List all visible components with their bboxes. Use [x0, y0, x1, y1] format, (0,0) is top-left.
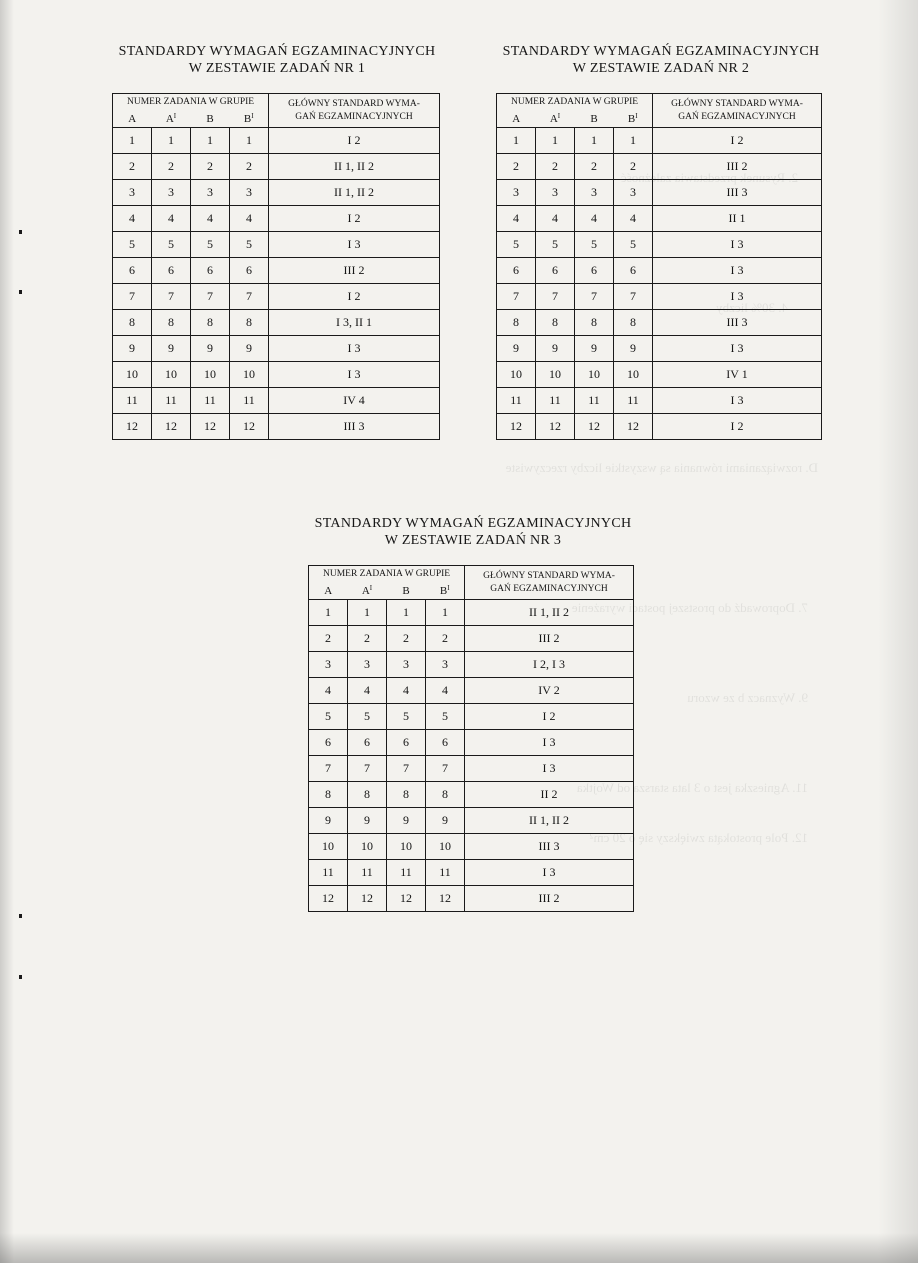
cell-b1: 4 — [230, 206, 269, 232]
table-row — [113, 154, 440, 180]
cell-standard: III 3 — [269, 414, 440, 440]
cell-standard: III 2 — [465, 886, 634, 912]
cell-a: 2 — [113, 154, 152, 180]
cell-b: 4 — [387, 678, 426, 704]
cell-a: 8 — [497, 310, 536, 336]
cell-a1: 12 — [536, 414, 575, 440]
cell-b1: 9 — [614, 336, 653, 362]
cell-a: 2 — [497, 154, 536, 180]
col-header-b1-label: B — [243, 112, 252, 125]
cell-b1: 2 — [230, 154, 269, 180]
cell-a1: 5 — [348, 704, 387, 730]
cell-b: 1 — [387, 600, 426, 626]
cell-b: 6 — [191, 258, 230, 284]
cell-standard: I 3 — [465, 860, 634, 886]
cell-standard: III 3 — [653, 180, 822, 206]
cell-standard: I 3 — [269, 336, 440, 362]
cell-b: 12 — [575, 414, 614, 440]
cell-a: 3 — [497, 180, 536, 206]
table-row — [309, 834, 634, 860]
cell-a1: 12 — [348, 886, 387, 912]
standard-header-line-2: GAŃ EGZAMINACYJNYCH — [490, 583, 608, 594]
cell-a: 1 — [309, 600, 348, 626]
cell-standard: I 3, II 1 — [269, 310, 440, 336]
table-row — [113, 284, 440, 310]
table-row — [309, 782, 634, 808]
cell-b: 6 — [387, 730, 426, 756]
col-header-b1: $B^I$ — [230, 110, 269, 128]
cell-b: 7 — [387, 756, 426, 782]
cell-a: 6 — [497, 258, 536, 284]
cell-b1: 12 — [426, 886, 465, 912]
cell-a: 6 — [309, 730, 348, 756]
cell-b1: 5 — [426, 704, 465, 730]
cell-a1: 5 — [536, 232, 575, 258]
col-header-b1-label: B — [627, 112, 636, 125]
cell-standard: I 2 — [653, 414, 822, 440]
cell-a1: 2 — [536, 154, 575, 180]
binding-hole-mark — [19, 290, 22, 294]
col-header-a1: $A^I$ — [152, 110, 191, 128]
cell-a: 9 — [497, 336, 536, 362]
cell-standard: I 3 — [653, 284, 822, 310]
table-row — [497, 310, 822, 336]
block-title — [308, 515, 638, 549]
cell-a1: 4 — [348, 678, 387, 704]
cell-standard: III 2 — [465, 626, 634, 652]
cell-b: 5 — [191, 232, 230, 258]
cell-b: 8 — [387, 782, 426, 808]
cell-a: 2 — [309, 626, 348, 652]
binding-hole-mark — [19, 230, 22, 234]
cell-standard: II 1 — [653, 206, 822, 232]
cell-b: 8 — [575, 310, 614, 336]
cell-b: 7 — [575, 284, 614, 310]
cell-standard: I 2 — [269, 206, 440, 232]
table-row — [309, 704, 634, 730]
col-header-b: B — [575, 110, 614, 128]
table-row — [309, 886, 634, 912]
cell-b: 8 — [191, 310, 230, 336]
table-row — [309, 756, 634, 782]
cell-a1: 6 — [536, 258, 575, 284]
cell-standard: I 2 — [465, 704, 634, 730]
cell-a: 9 — [309, 808, 348, 834]
table-row — [113, 180, 440, 206]
table-row — [113, 232, 440, 258]
cell-standard: II 1, II 2 — [465, 600, 634, 626]
col-header-a: A — [497, 110, 536, 128]
cell-a1: 1 — [348, 600, 387, 626]
cell-a: 11 — [113, 388, 152, 414]
table-row — [497, 232, 822, 258]
standard-header-line-1: GŁÓWNY STANDARD WYMA- — [288, 98, 420, 109]
cell-b: 5 — [387, 704, 426, 730]
cell-b1: 7 — [230, 284, 269, 310]
cell-b: 3 — [387, 652, 426, 678]
table-row — [113, 206, 440, 232]
cell-b1: 11 — [426, 860, 465, 886]
table-row — [113, 336, 440, 362]
col-header-a1-label: A — [361, 584, 370, 597]
group-header: NUMER ZADANIA W GRUPIE — [497, 94, 653, 111]
col-header-a1-label: A — [549, 112, 558, 125]
standard-header-line-1: GŁÓWNY STANDARD WYMA- — [671, 98, 803, 109]
cell-b1: 11 — [230, 388, 269, 414]
cell-b: 11 — [191, 388, 230, 414]
page-edge-shadow-right — [878, 0, 918, 1263]
cell-a: 8 — [309, 782, 348, 808]
cell-b: 3 — [191, 180, 230, 206]
cell-a: 12 — [113, 414, 152, 440]
cell-b1: 9 — [426, 808, 465, 834]
cell-standard: II 2 — [465, 782, 634, 808]
cell-standard: I 2 — [269, 128, 440, 154]
col-header-b1-label: B — [439, 584, 448, 597]
cell-standard: I 3 — [465, 756, 634, 782]
standards-block-1 — [112, 43, 442, 440]
title-line-1: STANDARDY WYMAGAŃ EGZAMINACYJNYCH — [118, 44, 436, 59]
cell-b: 11 — [575, 388, 614, 414]
cell-a: 12 — [497, 414, 536, 440]
cell-b1: 5 — [614, 232, 653, 258]
cell-a1: 11 — [348, 860, 387, 886]
cell-b1: 10 — [426, 834, 465, 860]
cell-a1: 10 — [348, 834, 387, 860]
cell-b1: 1 — [614, 128, 653, 154]
cell-b: 2 — [575, 154, 614, 180]
cell-standard: I 3 — [653, 232, 822, 258]
cell-b: 10 — [575, 362, 614, 388]
cell-a: 4 — [309, 678, 348, 704]
cell-b: 3 — [575, 180, 614, 206]
standards-table-2 — [496, 93, 822, 440]
cell-a: 5 — [113, 232, 152, 258]
cell-a1: 11 — [152, 388, 191, 414]
cell-a: 5 — [497, 232, 536, 258]
table-row — [309, 860, 634, 886]
cell-a1: 9 — [152, 336, 191, 362]
table-row — [309, 808, 634, 834]
cell-a1: 6 — [152, 258, 191, 284]
cell-b1: 4 — [614, 206, 653, 232]
cell-a1: 2 — [348, 626, 387, 652]
cell-a1: 3 — [536, 180, 575, 206]
table-row — [497, 180, 822, 206]
cell-a1: 9 — [536, 336, 575, 362]
cell-b1: 6 — [230, 258, 269, 284]
table-row — [309, 626, 634, 652]
cell-a: 4 — [497, 206, 536, 232]
cell-b1: 1 — [230, 128, 269, 154]
cell-standard: II 1, II 2 — [269, 154, 440, 180]
cell-a: 7 — [113, 284, 152, 310]
table-row — [497, 336, 822, 362]
table-row — [113, 362, 440, 388]
cell-standard: III 3 — [653, 310, 822, 336]
table-row — [309, 600, 634, 626]
cell-b1: 3 — [230, 180, 269, 206]
cell-a: 7 — [497, 284, 536, 310]
cell-a: 12 — [309, 886, 348, 912]
cell-a1: 8 — [152, 310, 191, 336]
cell-standard: II 1, II 2 — [465, 808, 634, 834]
table-row — [113, 414, 440, 440]
table-row — [113, 258, 440, 284]
cell-a1: 5 — [152, 232, 191, 258]
cell-b1: 9 — [230, 336, 269, 362]
cell-b: 12 — [191, 414, 230, 440]
cell-a: 1 — [497, 128, 536, 154]
standards-table-3 — [308, 565, 634, 912]
cell-a: 6 — [113, 258, 152, 284]
col-header-a1: $A^I$ — [536, 110, 575, 128]
cell-standard: III 2 — [653, 154, 822, 180]
cell-b: 4 — [191, 206, 230, 232]
cell-a1: 11 — [536, 388, 575, 414]
cell-b1: 1 — [426, 600, 465, 626]
col-header-b1: $B^I$ — [614, 110, 653, 128]
table-row — [497, 284, 822, 310]
cell-a: 10 — [497, 362, 536, 388]
table-body — [497, 128, 822, 440]
cell-b: 10 — [387, 834, 426, 860]
cell-standard: I 3 — [269, 232, 440, 258]
standard-header — [269, 94, 440, 128]
table-row — [497, 362, 822, 388]
col-header-b1: $B^I$ — [426, 582, 465, 600]
cell-b1: 10 — [614, 362, 653, 388]
cell-a1: 10 — [152, 362, 191, 388]
col-header-a: A — [309, 582, 348, 600]
standards-block-2 — [496, 43, 826, 440]
cell-b1: 8 — [426, 782, 465, 808]
cell-b1: 7 — [426, 756, 465, 782]
cell-b: 9 — [387, 808, 426, 834]
cell-a: 11 — [497, 388, 536, 414]
cell-a: 10 — [309, 834, 348, 860]
cell-b: 5 — [575, 232, 614, 258]
cell-b: 2 — [191, 154, 230, 180]
table-row — [113, 310, 440, 336]
cell-standard: I 3 — [653, 258, 822, 284]
cell-b1: 8 — [230, 310, 269, 336]
standards-table-1 — [112, 93, 440, 440]
standard-header-line-2: GAŃ EGZAMINACYJNYCH — [678, 111, 796, 122]
table-body — [113, 128, 440, 440]
cell-standard: I 2 — [269, 284, 440, 310]
cell-a: 3 — [113, 180, 152, 206]
cell-b: 10 — [191, 362, 230, 388]
standard-header-line-2: GAŃ EGZAMINACYJNYCH — [295, 111, 413, 122]
cell-standard: I 3 — [465, 730, 634, 756]
cell-standard: I 2, I 3 — [465, 652, 634, 678]
cell-b1: 2 — [614, 154, 653, 180]
cell-a1: 4 — [152, 206, 191, 232]
table-row — [497, 128, 822, 154]
cell-a: 1 — [113, 128, 152, 154]
binding-hole-mark — [19, 975, 22, 979]
standard-header — [465, 566, 634, 600]
cell-a: 8 — [113, 310, 152, 336]
cell-b: 7 — [191, 284, 230, 310]
cell-a: 9 — [113, 336, 152, 362]
cell-b: 1 — [575, 128, 614, 154]
title-line-1: STANDARDY WYMAGAŃ EGZAMINACYJNYCH — [314, 516, 632, 531]
cell-b1: 10 — [230, 362, 269, 388]
cell-a: 10 — [113, 362, 152, 388]
table-row — [497, 154, 822, 180]
cell-standard: II 1, II 2 — [269, 180, 440, 206]
cell-a1: 10 — [536, 362, 575, 388]
table-row — [309, 730, 634, 756]
cell-b: 4 — [575, 206, 614, 232]
page-edge-shadow-bottom — [0, 1233, 918, 1263]
cell-b: 6 — [575, 258, 614, 284]
cell-b1: 3 — [426, 652, 465, 678]
cell-standard: IV 4 — [269, 388, 440, 414]
standard-header-line-1: GŁÓWNY STANDARD WYMA- — [483, 570, 615, 581]
cell-b1: 6 — [426, 730, 465, 756]
cell-standard: IV 2 — [465, 678, 634, 704]
cell-b1: 6 — [614, 258, 653, 284]
cell-b: 2 — [387, 626, 426, 652]
cell-a1: 3 — [152, 180, 191, 206]
title-line-2: W ZESTAWIE ZADAŃ NR 2 — [572, 61, 750, 76]
title-line-2: W ZESTAWIE ZADAŃ NR 1 — [188, 61, 366, 76]
page-edge-shadow-left — [0, 0, 14, 1263]
table-row — [497, 388, 822, 414]
cell-a1: 8 — [348, 782, 387, 808]
cell-standard: I 3 — [653, 388, 822, 414]
cell-b1: 4 — [426, 678, 465, 704]
cell-a: 7 — [309, 756, 348, 782]
cell-b: 9 — [191, 336, 230, 362]
cell-a1: 7 — [536, 284, 575, 310]
block-title — [112, 43, 442, 77]
table-row — [497, 206, 822, 232]
table-row — [113, 388, 440, 414]
table-row — [497, 258, 822, 284]
cell-b1: 5 — [230, 232, 269, 258]
cell-standard: IV 1 — [653, 362, 822, 388]
table-body — [309, 600, 634, 912]
title-line-2: W ZESTAWIE ZADAŃ NR 3 — [384, 533, 562, 548]
binding-hole-mark — [19, 914, 22, 918]
cell-a1: 1 — [152, 128, 191, 154]
col-header-b: B — [191, 110, 230, 128]
cell-b1: 12 — [614, 414, 653, 440]
standard-header — [653, 94, 822, 128]
cell-b1: 3 — [614, 180, 653, 206]
group-header: NUMER ZADANIA W GRUPIE — [309, 566, 465, 583]
table-row — [309, 652, 634, 678]
cell-b1: 11 — [614, 388, 653, 414]
cell-a1: 7 — [348, 756, 387, 782]
cell-a: 4 — [113, 206, 152, 232]
cell-b1: 12 — [230, 414, 269, 440]
cell-a1: 4 — [536, 206, 575, 232]
group-header: NUMER ZADANIA W GRUPIE — [113, 94, 269, 111]
cell-a1: 12 — [152, 414, 191, 440]
cell-b: 1 — [191, 128, 230, 154]
col-header-a1-label: A — [165, 112, 174, 125]
cell-standard: I 3 — [269, 362, 440, 388]
title-line-1: STANDARDY WYMAGAŃ EGZAMINACYJNYCH — [502, 44, 820, 59]
cell-a1: 1 — [536, 128, 575, 154]
block-title — [496, 43, 826, 77]
col-header-a: A — [113, 110, 152, 128]
table-row — [309, 678, 634, 704]
cell-a1: 8 — [536, 310, 575, 336]
cell-b1: 8 — [614, 310, 653, 336]
cell-standard: III 3 — [465, 834, 634, 860]
standards-block-3 — [308, 515, 638, 912]
cell-standard: I 3 — [653, 336, 822, 362]
cell-a1: 6 — [348, 730, 387, 756]
cell-a: 5 — [309, 704, 348, 730]
col-header-b: B — [387, 582, 426, 600]
cell-a: 11 — [309, 860, 348, 886]
cell-a1: 3 — [348, 652, 387, 678]
cell-standard: I 2 — [653, 128, 822, 154]
cell-a1: 7 — [152, 284, 191, 310]
cell-b1: 2 — [426, 626, 465, 652]
cell-a: 3 — [309, 652, 348, 678]
cell-b: 9 — [575, 336, 614, 362]
cell-a1: 2 — [152, 154, 191, 180]
cell-b: 11 — [387, 860, 426, 886]
table-row — [113, 128, 440, 154]
cell-b: 12 — [387, 886, 426, 912]
table-row — [497, 414, 822, 440]
col-header-a1: $A^I$ — [348, 582, 387, 600]
cell-b1: 7 — [614, 284, 653, 310]
cell-a1: 9 — [348, 808, 387, 834]
show-through-text: 2. Rysunek przedstawia zależność 4. 30% liczby D. rozwiązaniami równania są wszystkie liczby rzeczywiste 7. Doprowadź do prostszej postaci wyrażenie 9. Wyznacz b ze wzoru 11. Agnieszka jest o 3 lata starsza od Wojtka 12. Pole prostokąta zwiększy się o 20 cm² — [505, 170, 818, 845]
cell-standard: III 2 — [269, 258, 440, 284]
